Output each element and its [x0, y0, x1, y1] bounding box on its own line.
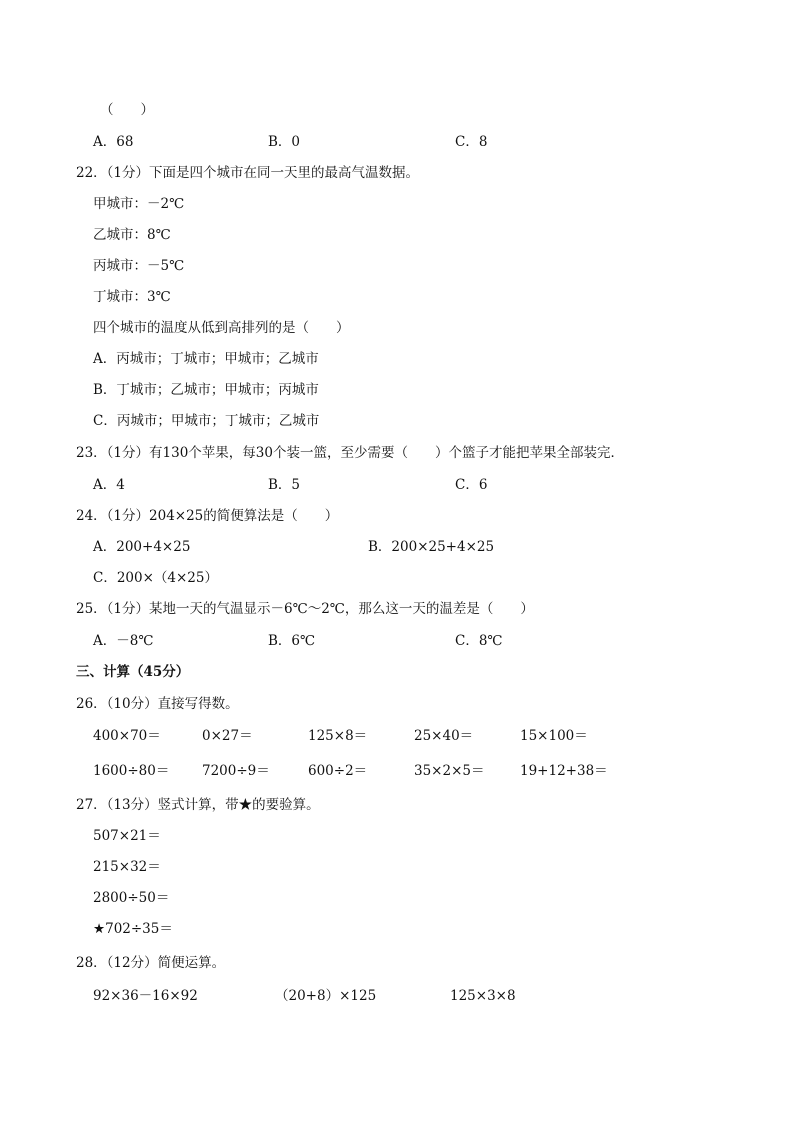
q25-option-b: B．6℃	[268, 633, 316, 649]
q22-option-c: C．丙城市；甲城市；丁城市；乙城市	[93, 413, 320, 429]
q23-stem: 23．（1分）有130个苹果，每30个装一篮，至少需要（ ）个篮子才能把苹果全部装完．	[76, 445, 624, 461]
q24-option-a: A．200+4×25	[93, 539, 191, 555]
q23-option-b: B．5	[268, 477, 301, 493]
q26-item: 35×2×5＝	[414, 763, 485, 779]
q28-item: 125×3×8	[450, 988, 516, 1004]
q26-item: 1600÷80＝	[93, 763, 170, 779]
q25-stem: 25．（1分）某地一天的气温显示－6℃～2℃，那么这一天的温差是（ ）	[76, 601, 534, 617]
q23-option-a: A．4	[93, 477, 125, 493]
prev-option-c: C．8	[455, 134, 488, 150]
prev-option-a: A．68	[93, 134, 134, 150]
q26-item: 19+12+38＝	[520, 763, 608, 779]
q27-item: 507×21＝	[93, 828, 161, 844]
q26-item: 15×100＝	[520, 728, 588, 744]
q22-data-jia: 甲城市：－2℃	[93, 196, 185, 212]
q22-stem: 22．（1分）下面是四个城市在同一天里的最高气温数据。	[76, 165, 420, 181]
q26-item: 400×70＝	[93, 728, 161, 744]
q26-item: 0×27＝	[202, 728, 253, 744]
q25-option-c: C．8℃	[455, 633, 503, 649]
q27-item: 215×32＝	[93, 859, 161, 875]
q27-item: ★702÷35＝	[93, 921, 173, 937]
q22-data-bing: 丙城市：－5℃	[93, 258, 185, 274]
q26-item: 125×8＝	[308, 728, 368, 744]
q22-data-yi: 乙城市：8℃	[93, 227, 171, 243]
q26-item: 25×40＝	[414, 728, 474, 744]
q23-option-c: C．6	[455, 477, 488, 493]
q27-stem: 27．（13分）竖式计算，带★的要验算。	[76, 797, 320, 813]
prev-option-b: B．0	[268, 134, 301, 150]
q26-stem: 26．（10分）直接写得数。	[76, 696, 239, 712]
q22-ask: 四个城市的温度从低到高排列的是（ ）	[93, 320, 350, 336]
q22-data-ding: 丁城市：3℃	[93, 289, 171, 305]
q24-stem: 24．（1分）204×25的简便算法是（ ）	[76, 508, 339, 524]
q27-item: 2800÷50＝	[93, 890, 170, 906]
prev-question-paren: （ ）	[100, 102, 154, 118]
q28-item: 92×36－16×92	[93, 988, 198, 1004]
q24-option-c: C．200×（4×25）	[93, 570, 218, 586]
q25-option-a: A．－8℃	[93, 633, 154, 649]
q22-option-a: A．丙城市；丁城市；甲城市；乙城市	[93, 351, 319, 367]
q26-item: 600÷2＝	[308, 763, 368, 779]
section-3-title: 三、计算（45分）	[76, 664, 190, 680]
q26-item: 7200÷9＝	[202, 763, 270, 779]
q22-option-b: B．丁城市；乙城市；甲城市；丙城市	[93, 382, 319, 398]
q28-stem: 28．（12分）简便运算。	[76, 955, 226, 971]
q24-option-b: B．200×25+4×25	[368, 539, 495, 555]
q28-item: （20+8）×125	[275, 988, 377, 1004]
